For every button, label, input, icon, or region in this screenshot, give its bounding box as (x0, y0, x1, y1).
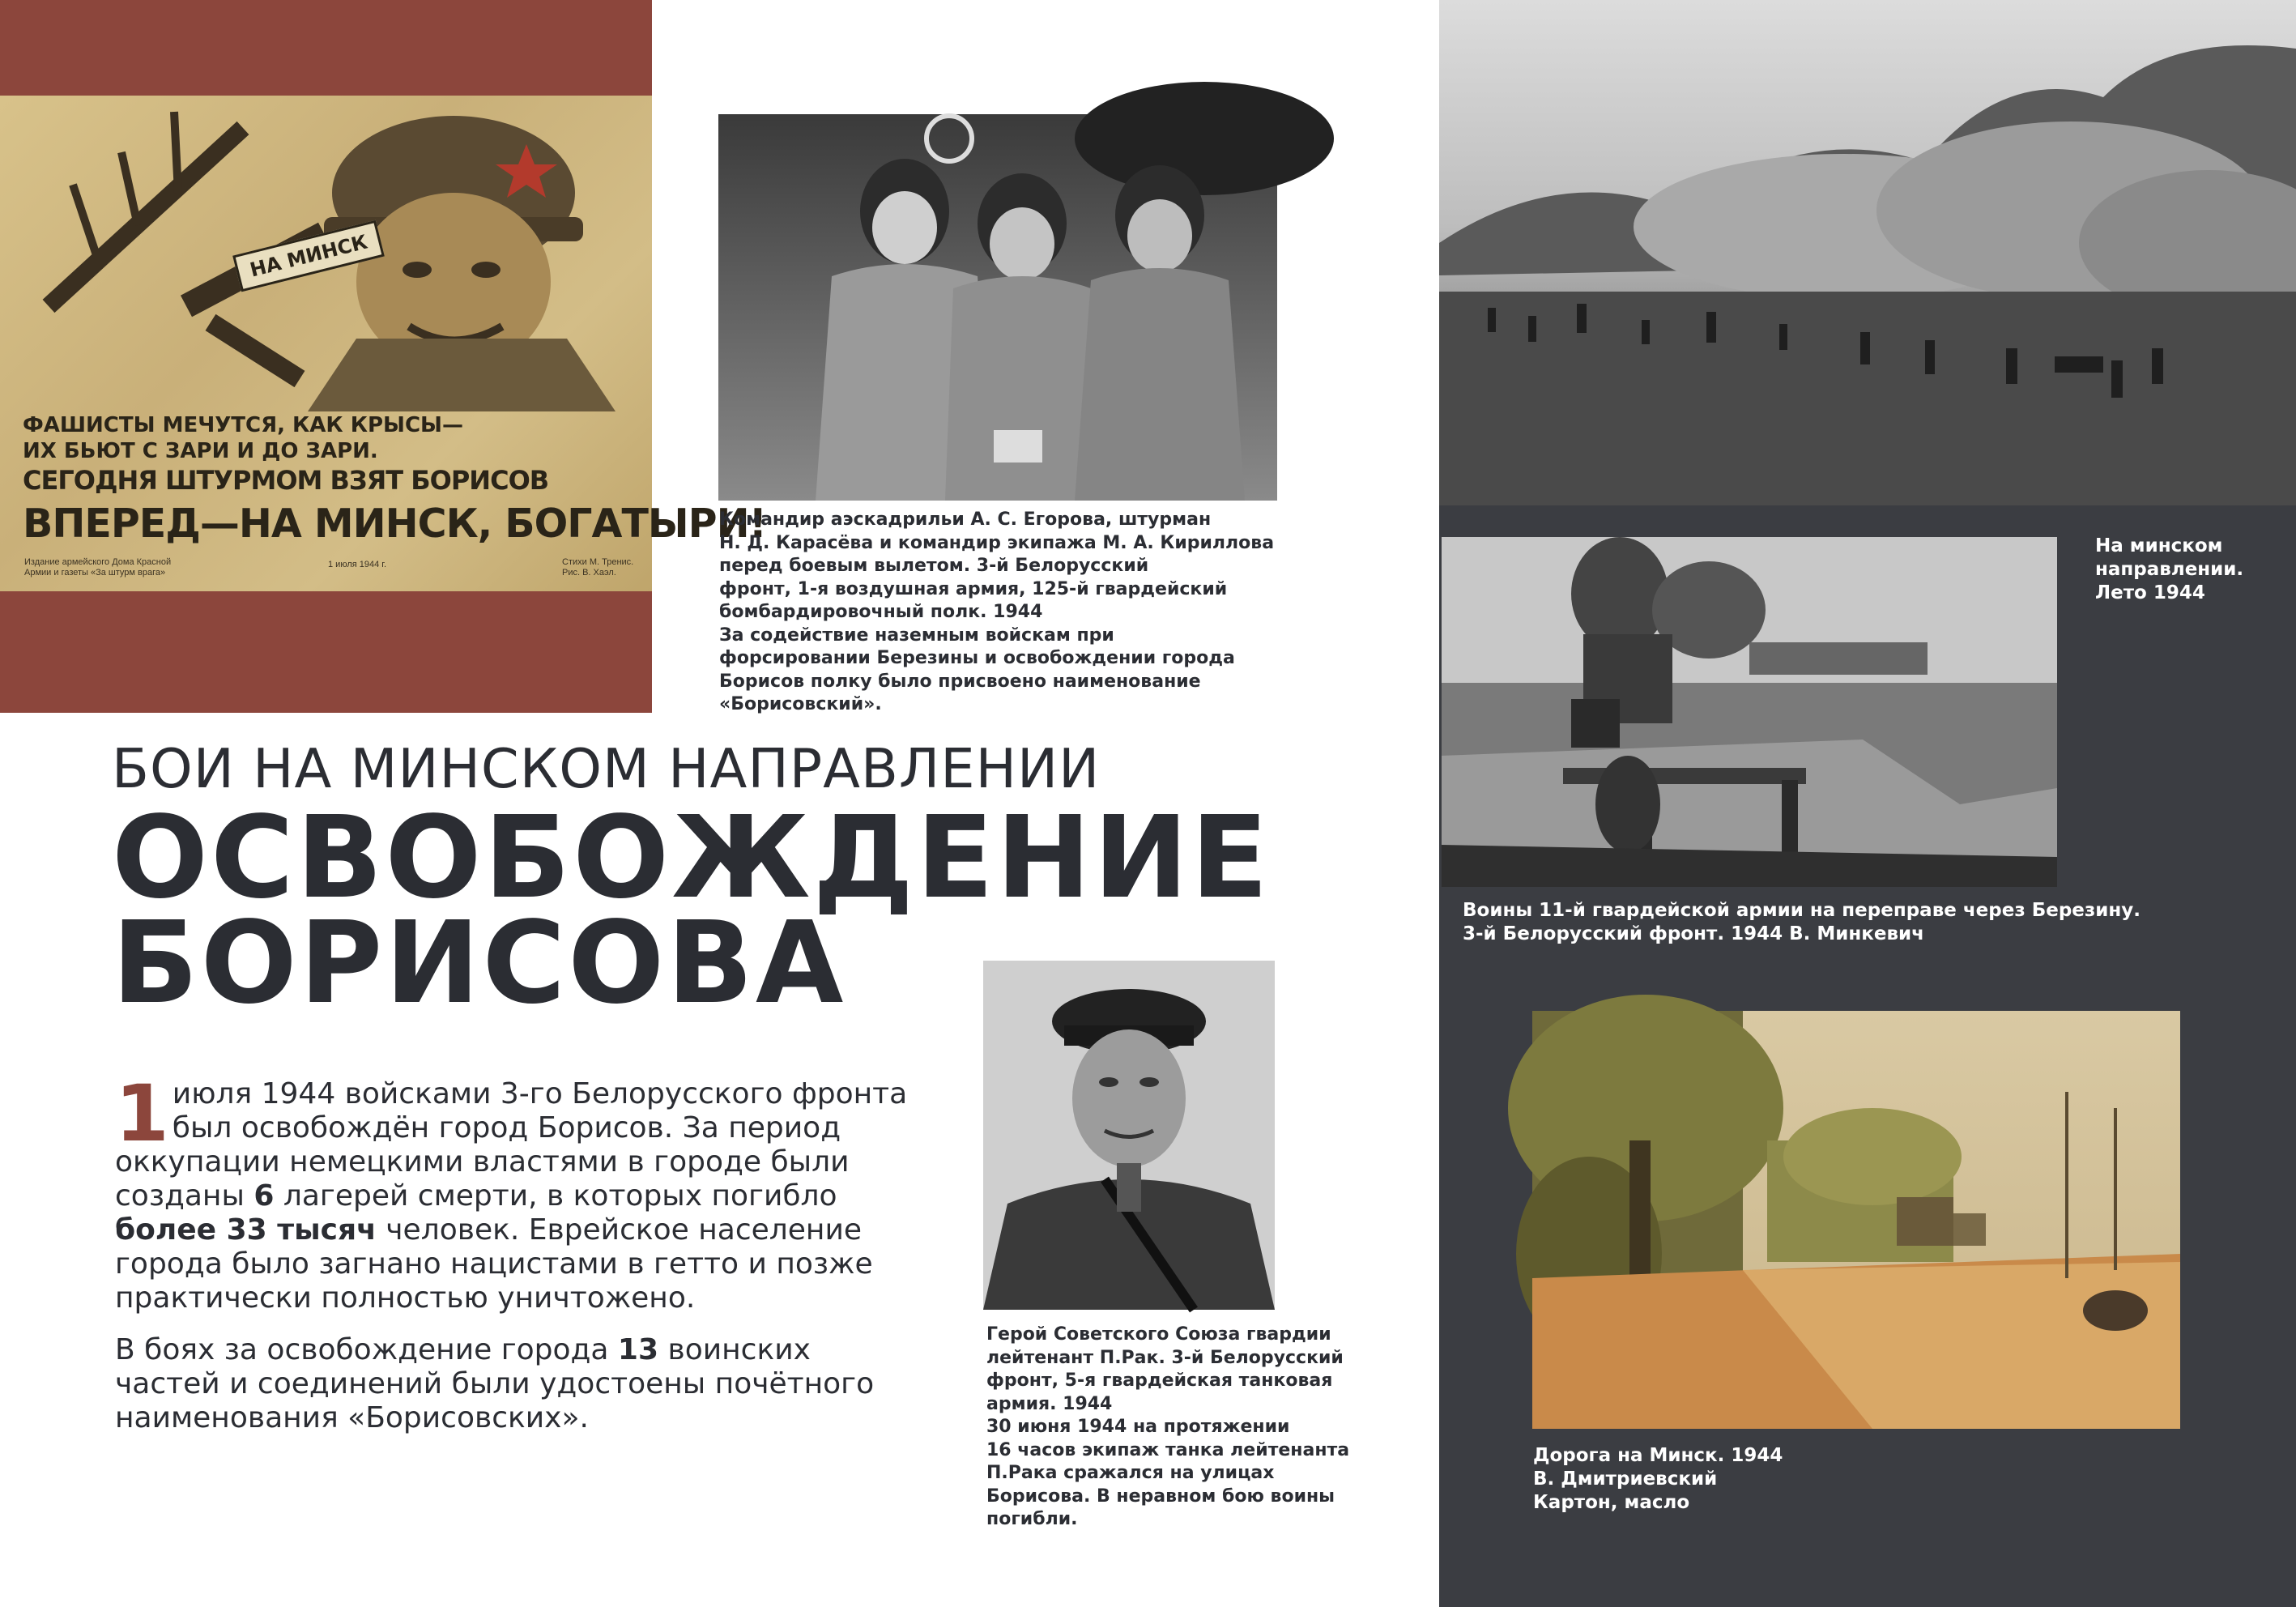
caption-line: Герой Советского Союза гвардии (986, 1324, 1331, 1345)
caption-line: фронт, 5-я гвардейская танковая (986, 1370, 1333, 1391)
text-run: воинских частей и соединений были удостоены почётного наименования «Борисовских». (115, 1333, 875, 1434)
caption-rak (986, 1324, 1349, 1532)
text-run: июля 1944 войсками 3-го Белорусского фронта был освобождён город Борисов. За период оккупации немецкими властями в городе были созданы (115, 1077, 908, 1213)
photo-river-crossing (1442, 537, 2057, 887)
caption-line: Картон, масло (1533, 1492, 1690, 1513)
photo-pilots (718, 114, 1277, 501)
highlight-number: более 33 тысяч (115, 1213, 377, 1247)
body-text (115, 1068, 909, 1453)
dropcap: 1 (115, 1068, 169, 1159)
caption-crossing (1463, 899, 2141, 946)
text-run: лагерей смерти, в которых погибло (274, 1179, 837, 1213)
poster-line: ИХ БЬЮТ С ЗАРИ И ДО ЗАРИ. (23, 439, 378, 463)
poster-footer-date: 1 июля 1944 г. (328, 560, 387, 569)
photo-rak-portrait (983, 961, 1275, 1310)
poster-line: СЕГОДНЯ ШТУРМОМ ВЗЯТ БОРИСОВ (23, 465, 549, 496)
caption-line: 30 июня 1944 на протяжении (986, 1417, 1290, 1437)
caption-line: бомбардировочный полк. 1944 (719, 602, 1043, 622)
caption-line: П.Рака сражался на улицах (986, 1463, 1275, 1483)
page-title-line: ОСВОБОЖДЕНИЕ (112, 792, 1271, 924)
caption-line: Дорога на Минск. 1944 (1533, 1445, 1783, 1466)
poster-line: ФАШИСТЫ МЕЧУТСЯ, КАК КРЫСЫ— (23, 413, 463, 437)
poster-footer-publisher: Издание армейского Дома Красной Армии и газеты «За штурм врага» (24, 557, 172, 578)
caption-line: погибли. (986, 1509, 1078, 1529)
caption-line: армия. 1944 (986, 1393, 1113, 1414)
caption-line: «Борисовский». (719, 694, 882, 714)
body-paragraph (115, 1333, 909, 1435)
caption-line: В. Дмитриевский (1533, 1468, 1718, 1490)
caption-line: лейтенант П.Рак. 3-й Белорусский (986, 1347, 1344, 1368)
caption-line: фронт, 1-я воздушная армия, 125-й гвардейский (719, 578, 1228, 599)
rak-portrait-image (983, 961, 1275, 1310)
caption-line: Лето 1944 (2095, 582, 2205, 603)
highlight-number: 13 (617, 1333, 659, 1366)
text-run: человек. Еврейское население города было загнано нацистами в гетто и позже практически полностью уничтожено. (115, 1213, 873, 1315)
caption-line: Командир аэскадрильи А. С. Егорова, штурман (719, 509, 1212, 530)
caption-pilots (719, 509, 1274, 717)
poster-sign: НА МИНСК (232, 220, 385, 292)
section-subtitle: БОИ НА МИНСКОМ НАПРАВЛЕНИИ (112, 737, 1101, 800)
caption-line: На минском (2095, 535, 2223, 556)
caption-line: форсировании Березины и освобождении города (719, 648, 1235, 668)
body-paragraph (115, 1068, 909, 1315)
painting-image (1532, 1011, 2180, 1429)
poster-footer-credits: Стихи М. Тренис. Рис. В. Хаэл. (562, 557, 634, 578)
caption-direction (2095, 535, 2243, 605)
caption-line: Н. Д. Карасёва и командир экипажа М. А. Кириллова (719, 532, 1275, 553)
caption-line: 16 часов экипаж танка лейтенанта (986, 1439, 1350, 1460)
caption-line: Воины 11-й гвардейской армии на переправе через Березину. (1463, 900, 2141, 921)
text-run: В боях за освобождение города (115, 1333, 618, 1366)
page-title-line: БОРИСОВА (112, 897, 846, 1029)
crossing-photo-image (1442, 537, 2057, 887)
caption-line: Борисова. В неравном бою воины (986, 1486, 1335, 1507)
battle-photo-image (1439, 0, 2296, 505)
caption-line: Борисов полку было присвоено наименование (719, 671, 1201, 692)
painting-road-to-minsk (1532, 1011, 2180, 1429)
caption-line: 3-й Белорусский фронт. 1944 В. Минкевич (1463, 923, 1924, 944)
caption-line: За содействие наземным войскам при (719, 624, 1114, 646)
pilots-photo-image (718, 114, 1277, 501)
poster-slogan: ВПЕРЕД—НА МИНСК, БОГАТЫРИ! (23, 501, 766, 547)
wartime-poster (0, 96, 766, 591)
photo-battle (1439, 0, 2296, 505)
caption-painting (1533, 1444, 1783, 1515)
highlight-number: 6 (253, 1179, 275, 1213)
caption-line: направлении. (2095, 559, 2244, 580)
caption-line: перед боевым вылетом. 3-й Белорусский (719, 556, 1149, 576)
